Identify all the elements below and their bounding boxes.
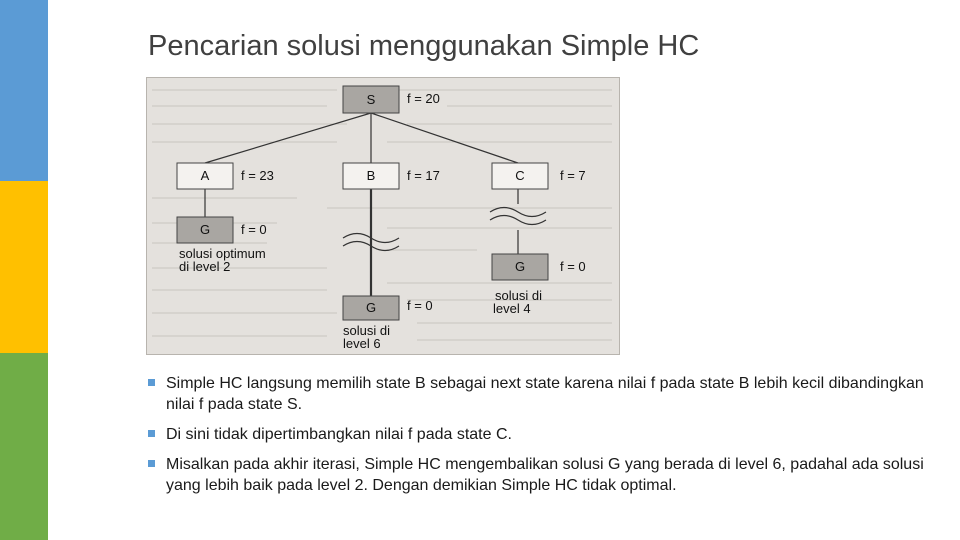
tree-edges (205, 113, 518, 296)
bullet-item (148, 424, 948, 445)
node-g-level2 (177, 217, 267, 243)
node-g-level4 (492, 254, 586, 280)
sidebar-green-bar (0, 353, 48, 540)
bullet-marker (148, 460, 155, 467)
caption-level2-line1: solusi optimum (179, 246, 266, 261)
node-a (177, 163, 274, 189)
bullet-text: Simple HC langsung memilih state B sebagai next state karena nilai f pada state B lebih kecil dibandingkan nilai f pada state S. (166, 375, 924, 413)
search-tree-figure (146, 77, 620, 355)
bullet-text: Misalkan pada akhir iterasi, Simple HC mengembalikan solusi G yang berada di level 6, padahal ada solusi yang lebih baik pada level 2. Dengan demikian Simple HC tidak optimal. (166, 456, 924, 494)
node-g-level6 (343, 296, 433, 320)
break-marks (343, 208, 546, 251)
node-s (343, 86, 440, 113)
caption-level2-line2: di level 2 (179, 259, 231, 274)
sidebar-blue-bar (0, 0, 48, 181)
node-g-level4-label: G (514, 259, 526, 274)
bullet-marker (148, 430, 155, 437)
node-g-level2-label: G (199, 222, 211, 237)
node-g-level6-label: G (365, 300, 377, 315)
caption-level6-line2: level 6 (343, 336, 381, 351)
node-a-label: A (200, 168, 210, 183)
node-b-f: f = 17 (407, 168, 440, 183)
node-a-f: f = 23 (241, 168, 274, 183)
node-g-level6-f: f = 0 (407, 298, 433, 313)
search-tree-diagram (147, 78, 619, 354)
sidebar-yellow-bar (0, 181, 48, 353)
node-g-level2-f: f = 0 (241, 222, 267, 237)
caption-level6-line1: solusi di (343, 323, 390, 338)
bullet-item (148, 454, 948, 496)
node-b-label: B (366, 168, 376, 183)
edge-s-a (205, 113, 371, 163)
node-s-label: S (366, 92, 376, 107)
bullet-item (148, 373, 948, 415)
node-b (343, 163, 440, 189)
bullet-text: Di sini tidak dipertimbangkan nilai f pada state C. (166, 426, 512, 443)
slide-title: Pencarian solusi menggunakan Simple HC (148, 30, 700, 62)
caption-level4-line1: solusi di (495, 288, 542, 303)
edge-s-c (371, 113, 518, 163)
node-c-label: C (515, 168, 525, 183)
node-g-level4-f: f = 0 (560, 259, 586, 274)
caption-level4-line2: level 4 (493, 301, 531, 316)
node-c (492, 163, 586, 189)
bullet-list (148, 373, 948, 505)
sidebar-decoration (0, 0, 48, 540)
node-s-f: f = 20 (407, 91, 440, 106)
node-c-f: f = 7 (560, 168, 586, 183)
bullet-marker (148, 379, 155, 386)
